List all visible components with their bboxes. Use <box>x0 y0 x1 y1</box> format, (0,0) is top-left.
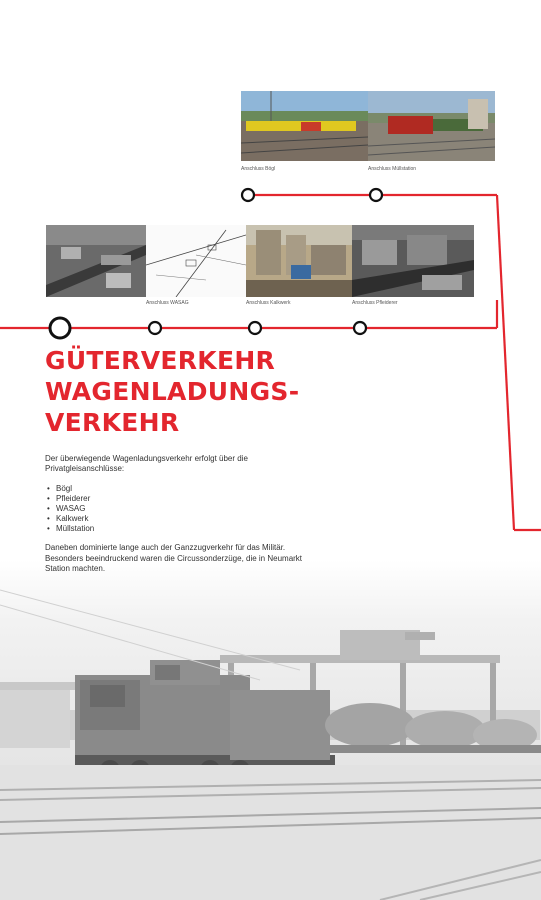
timeline-node-start <box>47 315 73 341</box>
body-text <box>45 454 325 574</box>
timeline-node-pfleiderer <box>352 320 368 336</box>
list-item: • Pfleiderer <box>45 494 325 504</box>
caption-kalkwerk: Anschluss Kalkwerk <box>246 300 291 306</box>
outro-paragraph: Daneben dominierte lange auch der Ganzzugverkehr für das Militär. Besonders beeindruckend waren die Circussonderzüge, die in Neumarkt Station machten. <box>45 543 303 573</box>
intro-paragraph: Der überwiegende Wagenladungsverkehr erfolgt über die Privatgleisanschlüsse: <box>45 454 248 474</box>
list-item: • Bögl <box>45 484 325 494</box>
map-wasag <box>146 225 246 297</box>
timeline-node-boegl <box>240 187 256 203</box>
photo-pfleiderer <box>352 225 474 297</box>
page-title <box>45 345 299 438</box>
photo-kalkwerk <box>246 225 352 297</box>
timeline-node-kalkwerk <box>247 320 263 336</box>
title-line-1: GÜTERVERKEHR <box>45 346 276 375</box>
list-item: • Kalkwerk <box>45 514 325 524</box>
siding-list <box>45 484 325 533</box>
list-item: • Müllstation <box>45 524 325 534</box>
timeline-node-wasag <box>147 320 163 336</box>
title-line-3: VERKEHR <box>45 408 180 437</box>
caption-boegl: Anschluss Bögl <box>241 166 276 172</box>
caption-wasag: Anschluss WASAG <box>146 300 189 306</box>
caption-muellstation: Anschluss Müllstation <box>368 166 417 172</box>
caption-pfleiderer: Anschluss Pfleiderer <box>352 300 398 306</box>
background-train-photo <box>0 560 541 900</box>
photo-aerial-old <box>46 225 146 297</box>
timeline-node-muellstation <box>368 187 384 203</box>
list-item: • WASAG <box>45 504 325 514</box>
photo-muellstation <box>368 91 495 161</box>
photo-boegl <box>241 91 368 161</box>
title-line-2: WAGENLADUNGS- <box>45 377 300 406</box>
